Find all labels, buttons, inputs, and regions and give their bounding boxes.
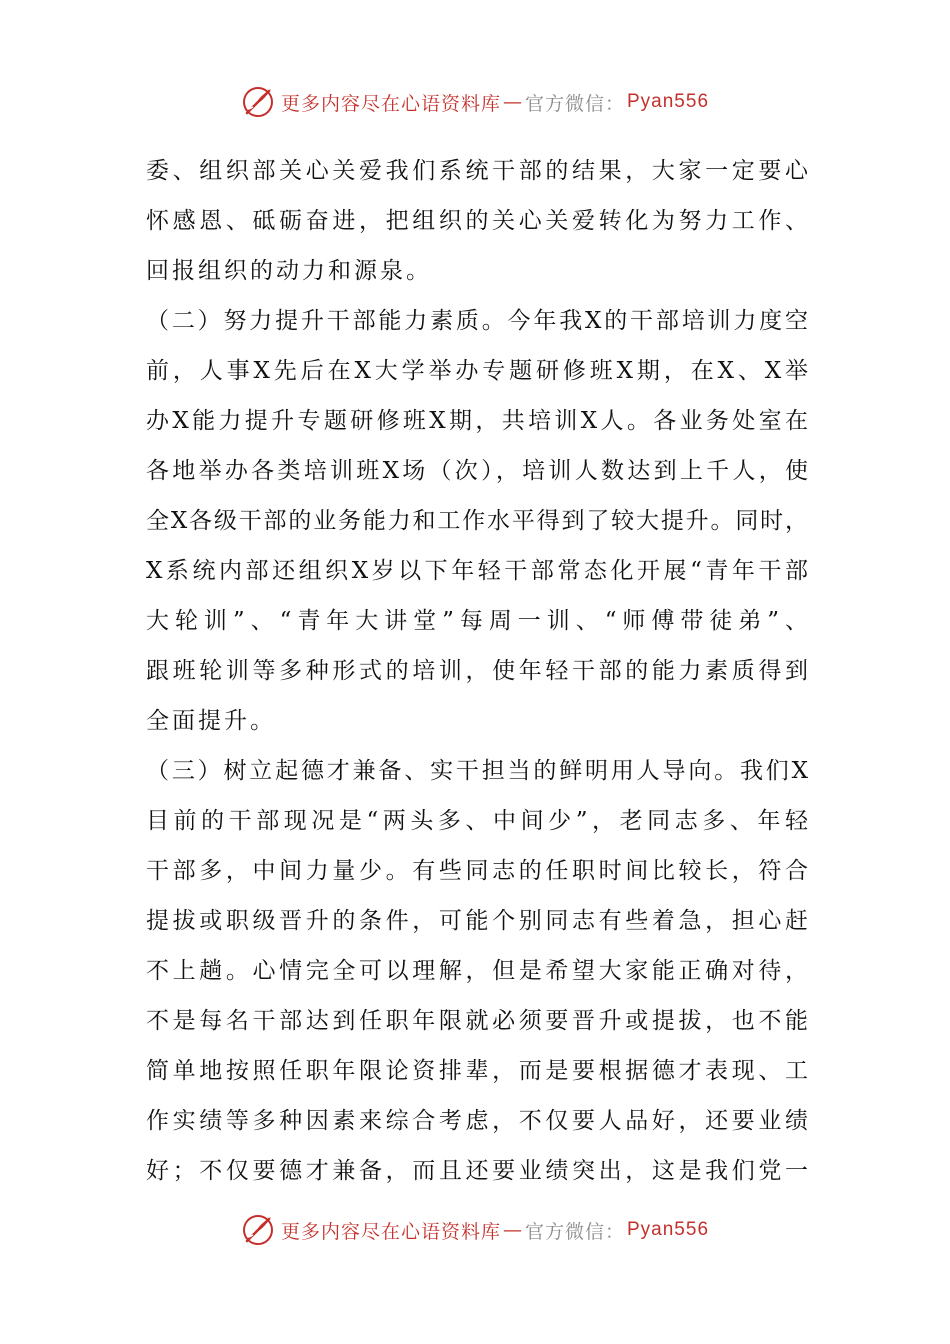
text-line: 简单地按照任职年限论资排辈，而是要根据德才表现、工 <box>146 1058 808 1084</box>
text-line: 跟班轮训等多种形式的培训，使年轻干部的能力素质得到 <box>146 658 808 684</box>
text-line: 大轮训”、“青年大讲堂”每周一训、“师傅带徒弟”、 <box>146 608 808 634</box>
text-line: 不上趟。心情完全可以理解，但是希望大家能正确对待， <box>146 958 808 984</box>
quill-pen-circle-icon <box>241 1213 275 1247</box>
text-line: （三）树立起德才兼备、实干担当的鲜明用人导向。我们X <box>146 758 808 784</box>
text-line: 目前的干部现况是“两头多、中间少”，老同志多、年轻 <box>146 808 808 834</box>
text-line: X系统内部还组织X岁以下年轻干部常态化开展“青年干部 <box>146 558 808 584</box>
watermark-wechat-id: Pyan556 <box>627 91 710 112</box>
text-line: （二）努力提升干部能力素质。今年我X的干部培训力度空 <box>146 308 808 334</box>
header-watermark-banner <box>0 80 950 124</box>
watermark-wechat-id: Pyan556 <box>627 1219 710 1240</box>
document-body <box>146 146 808 1196</box>
watermark-official-label: 官方微信： <box>524 92 625 115</box>
text-line: 全面提升。 <box>146 708 276 734</box>
text-line: 不是每名干部达到任职年限就必须要晋升或提拔，也不能 <box>146 1008 808 1034</box>
text-line: 提拔或职级晋升的条件，可能个别同志有些着急，担心赶 <box>146 908 808 934</box>
text-line: 委、组织部关心关爱我们系统干部的结果，大家一定要心 <box>146 158 808 184</box>
text-line: 干部多，中间力量少。有些同志的任职时间比较长，符合 <box>146 858 808 884</box>
text-line: 怀感恩、砥砺奋进，把组织的关心关爱转化为努力工作、 <box>146 208 808 234</box>
text-line: 前，人事X先后在X大学举办专题研修班X期，在X、X举 <box>146 358 808 384</box>
watermark-dash: — <box>502 1219 523 1241</box>
text-line: 办X能力提升专题研修班X期，共培训X人。各业务处室在 <box>146 408 808 434</box>
watermark-brand-text: 更多内容尽在心语资料库 <box>280 1220 501 1243</box>
text-line: 好；不仅要德才兼备，而且还要业绩突出，这是我们党一 <box>146 1158 808 1184</box>
watermark-official-label: 官方微信： <box>524 1220 625 1243</box>
watermark-dash: — <box>502 91 523 113</box>
text-line: 回报组织的动力和源泉。 <box>146 258 432 284</box>
text-line: 全X各级干部的业务能力和工作水平得到了较大提升。同时， <box>146 508 808 534</box>
text-line: 作实绩等多种因素来综合考虑，不仅要人品好，还要业绩 <box>146 1108 808 1134</box>
text-line: 各地举办各类培训班X场（次），培训人数达到上千人，使 <box>146 458 808 484</box>
quill-pen-circle-icon <box>241 85 275 119</box>
footer-watermark-banner <box>0 1208 950 1252</box>
watermark-brand-text: 更多内容尽在心语资料库 <box>280 92 501 115</box>
